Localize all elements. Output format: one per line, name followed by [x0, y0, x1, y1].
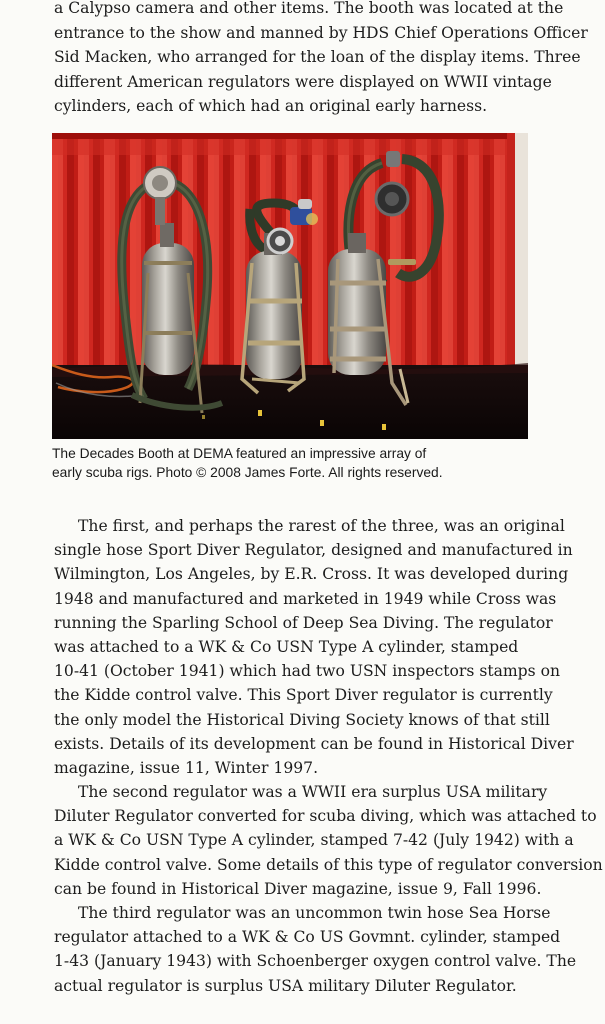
text-line: Diluter Regulator converted for scuba diving, which was attached to [54, 807, 597, 826]
text-line: the only model the Historical Diving Society knows of that still [54, 710, 550, 729]
photo-caption [52, 444, 572, 482]
paragraph-second-regulator [54, 780, 602, 901]
caption-line: early scuba rigs. Photo © 2008 James Forte. All rights reserved. [52, 465, 443, 480]
text-line: exists. Details of its development can be found in Historical Diver [54, 734, 574, 753]
text-line: different American regulators were displayed on WWII vintage [54, 72, 552, 91]
text-line: 1948 and manufactured and marketed in 1949 while Cross was [54, 589, 557, 608]
text-line: 10-41 (October 1941) which had two USN inspectors stamps on [54, 662, 561, 681]
text-line: cylinders, each of which had an original early harness. [54, 97, 488, 115]
caption-line: The Decades Booth at DEMA featured an impressive array of [52, 446, 427, 461]
text-line: was attached to a WK & Co USN Type A cylinder, stamped [54, 637, 519, 656]
text-line: The third regulator was an uncommon twin hose Sea Horse [78, 904, 551, 922]
text-line: The second regulator was a WWII era surplus USA military [78, 783, 548, 802]
text-line: running the Sparling School of Deep Sea Diving. The regulator [54, 613, 553, 632]
scuba-rigs-photo [52, 133, 528, 439]
text-line: Kidde control valve. Some details of this type of regulator conversion [54, 855, 603, 874]
text-line: can be found in Historical Diver magazine, issue 9, Fall 1996. [54, 879, 542, 898]
article-body [54, 514, 602, 998]
text-line: entrance to the show and manned by HDS Chief Operations Officer [54, 23, 588, 42]
text-line: The first, and perhaps the rarest of the three, was an original [78, 517, 565, 535]
text-line: actual regulator is surplus USA military Diluter Regulator. [54, 976, 517, 995]
text-line: magazine, issue 11, Winter 1997. [54, 758, 319, 777]
paragraph-third-regulator [54, 901, 602, 998]
text-line: single hose Sport Diver Regulator, designed and manufactured in [54, 541, 573, 560]
text-line: the Kidde control valve. This Sport Diver regulator is currently [54, 686, 553, 705]
text-line: Wilmington, Los Angeles, by E.R. Cross. It was developed during [54, 565, 569, 584]
text-line: Sid Macken, who arranged for the loan of the display items. Three [54, 48, 581, 66]
paragraph-first-regulator [54, 514, 602, 780]
text-line: regulator attached to a WK & Co US Govmnt. cylinder, stamped [54, 928, 561, 947]
text-line: 1-43 (January 1943) with Schoenberger oxygen control valve. The [54, 952, 577, 971]
text-line: a Calypso camera and other items. The booth was located at the [54, 0, 564, 17]
text-line: a WK & Co USN Type A cylinder, stamped 7-42 (July 1942) with a [54, 831, 574, 850]
